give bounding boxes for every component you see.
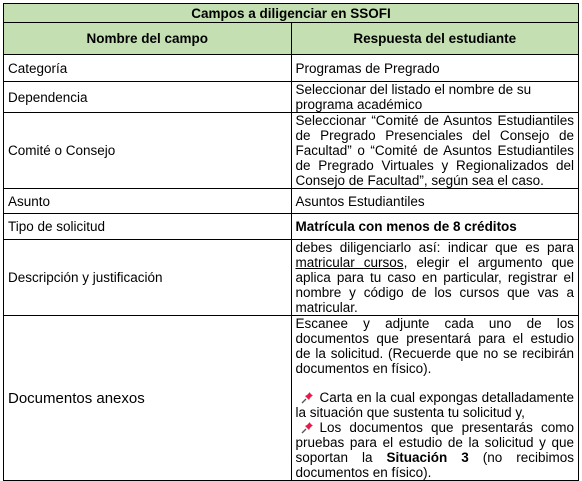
list-item [296, 390, 575, 420]
pushpin-icon [300, 421, 314, 434]
ssofi-fields-table [3, 3, 579, 481]
field-label: Descripción y justificación [4, 240, 292, 316]
description-text: debes diligenciarlo así: indicar que es para [295, 240, 574, 255]
table-row [4, 240, 579, 316]
field-value: Seleccionar del listado el nombre de su programa académico [291, 82, 579, 113]
table-title-row [4, 4, 579, 23]
document-item-text: Los documentos que presentarás como pruebas para el estudio de la solicitud y que soportan la [295, 420, 574, 465]
field-label: Comité o Consejo [4, 113, 292, 189]
documents-intro: Escanee y adjunte cada uno de los documentos que presentará para el estudio de la solicitud. (Recuerde que no se recibirán documentos en físico). [295, 316, 574, 376]
field-label: Documentos anexos [4, 316, 292, 481]
description-underlined-text: matricular cursos [295, 255, 404, 270]
description-text: , elegir el argumento que aplica para tu caso en particular, registrar el nombre y código de los cursos que vas a matricular. [295, 255, 575, 315]
table-row [4, 82, 579, 113]
field-value: Matrícula con menos de 8 créditos [291, 214, 579, 240]
table-header-row [4, 23, 579, 55]
field-label: Dependencia [4, 82, 292, 113]
field-label: Tipo de solicitud [4, 214, 292, 240]
table-title: Campos a diligenciar en SSOFI [4, 4, 579, 23]
field-value: Asuntos Estudiantiles [291, 189, 579, 214]
document-item-text: Carta en la cual expongas detalladamente la situación que sustenta tu solicitud y, [295, 390, 574, 420]
header-field-name: Nombre del campo [4, 23, 292, 55]
header-student-answer: Respuesta del estudiante [291, 23, 579, 55]
field-value: Seleccionar “Comité de Asuntos Estudiantiles de Pregrado Presenciales del Consejo de Facultad” o “Comité de Asuntos Estudiantiles de Pregrado Virtuales y Regionalizados del Consejo de Facultad”, según sea el caso. [291, 113, 579, 189]
field-value [291, 316, 579, 481]
table-row [4, 189, 579, 214]
pushpin-icon [300, 391, 314, 404]
table-row [4, 55, 579, 82]
field-value [291, 240, 579, 316]
field-label: Categoría [4, 55, 292, 82]
field-label: Asunto [4, 189, 292, 214]
table-row [4, 214, 579, 240]
situation-label: Situación 3 [386, 450, 469, 465]
list-item [296, 420, 575, 480]
field-value: Programas de Pregrado [291, 55, 579, 82]
table-row [4, 316, 579, 481]
table-row [4, 113, 579, 189]
document-item-text: (no recibimos documentos en físico). [295, 450, 575, 480]
